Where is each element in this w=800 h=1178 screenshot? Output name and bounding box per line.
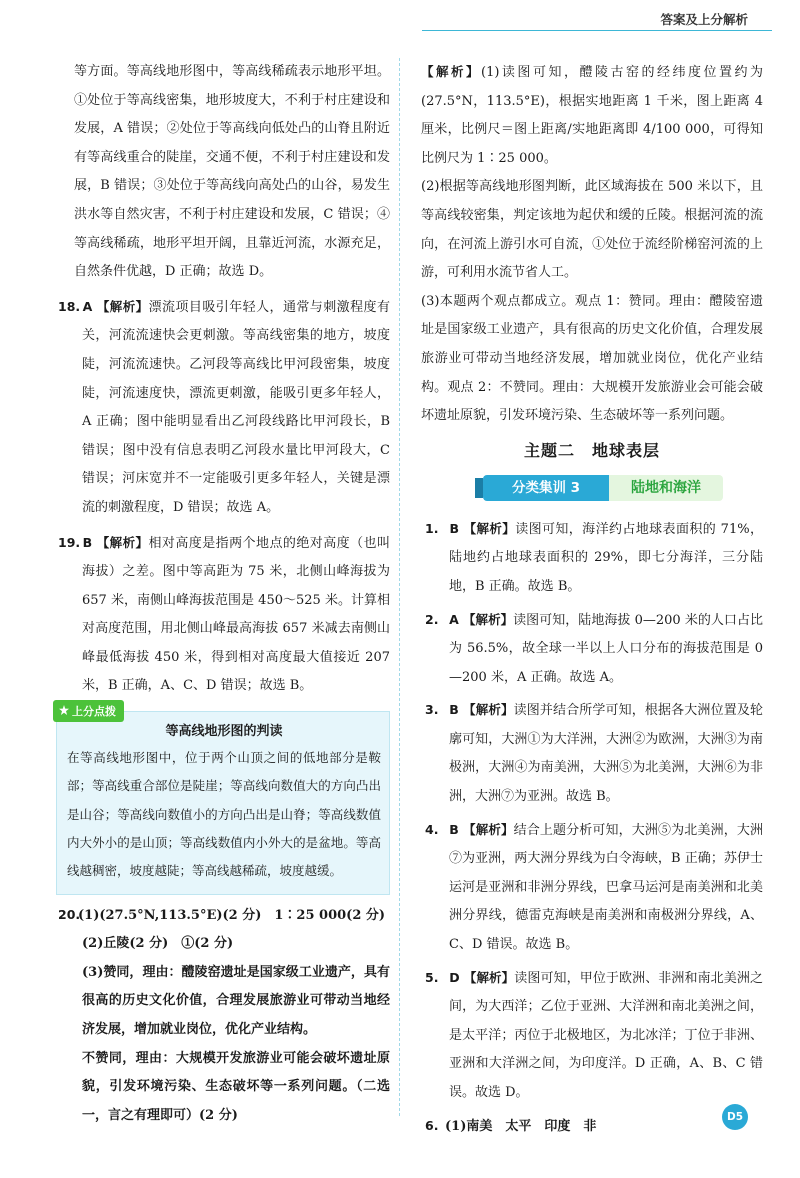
q20-part2: (2)丘陵(2 分) ①(2 分) bbox=[82, 936, 234, 952]
tip-badge-label: 上分点拨 bbox=[72, 705, 116, 719]
question-number: 4. bbox=[425, 821, 439, 837]
answer-text: 相对高度是指两个地点的绝对高度（也叫海拔）之差。图中等高距为 75 米，北侧山峰海拔为 657 米，南侧山峰海拔范围是 450～525 米。计算相对高度范围，用北侧山峰最高海拔 657 米减去南侧山峰最低海拔 450 米，得到相对高度最大值接近 207 米，B 正确，A、C、D 错误；故选 B。 bbox=[82, 535, 390, 694]
answer-19 bbox=[58, 529, 390, 702]
tip-text: 在等高线地形图中，位于两个山顶之间的低地部分是鞍部；等高线重合部位是陡崖；等高线向数值大的方向凸出是山谷；等高线向数值小的方向凸出是山脊；等高线数值内大外小的是山顶；等高线数值内小外大的是盆地。等高线越稠密，坡度越陡；等高线越稀疏，坡度越缓。 bbox=[67, 750, 381, 879]
answer-option: B bbox=[449, 821, 459, 837]
question-number: 5. bbox=[425, 969, 439, 985]
answer-4 bbox=[425, 816, 763, 960]
banner-topic-label: 陆地和海洋 bbox=[609, 475, 723, 501]
q20-part1-text: (1)(27.5°N,113.5°E)(2 分) 1∶25 000(2 分) bbox=[78, 907, 386, 923]
star-icon bbox=[59, 705, 69, 715]
answer-3 bbox=[425, 696, 763, 811]
answer-option: A bbox=[82, 298, 93, 314]
question-number: 2. bbox=[425, 611, 439, 627]
header-rule bbox=[422, 30, 772, 31]
column-divider bbox=[399, 58, 400, 1116]
q20-part3: (3)赞同，理由：醴陵窑遗址是国家级工业遗产，具有很高的历史文化价值，合理发展旅游业可带动当地经济发展，增加就业岗位，优化产业结构。 bbox=[82, 964, 390, 1037]
analysis-tag: 【解析】 bbox=[463, 520, 516, 536]
answer-text: 读图可知，海洋约占地球表面积的 71%，陆地约占地球表面积的 29%，即七分海洋，三分陆地，B 正确。故选 B。 bbox=[449, 521, 763, 594]
answer-option: B bbox=[82, 534, 93, 550]
answer-text: 读图并结合所学可知，根据各大洲位置及轮廓可知，大洲①为大洋洲，大洲②为欧洲，大洲③为南极洲，大洲④为南美洲，大洲⑤为北美洲，大洲⑥为非洲，大洲⑦为亚洲。故选 B。 bbox=[449, 703, 763, 805]
answer-text: (1)南美 太平 印度 非 bbox=[445, 1118, 597, 1134]
answer-text: 结合上题分析可知，大洲⑤为北美洲，大洲⑦为亚洲，两大洲分界线为白令海峡，B 正确；苏伊士运河是亚洲和非洲分界线，巴拿马运河是南美洲和北美洲分界线，德雷克海峡是南美洲和南极洲分界线，A、C、D 错误。故选 B。 bbox=[449, 822, 763, 953]
q20-analysis-2: (2)根据等高线地形图判断，此区域海拔在 500 米以下，且等高线较密集，判定该地为起伏和缓的丘陵。根据河流的流向，在河流上游引水可自流，①处位于流经阶梯窑河流的上游，可利用水流节省人工。 bbox=[421, 179, 763, 281]
page-number: D5 bbox=[722, 1104, 748, 1130]
analysis-tag: 【解析】 bbox=[96, 298, 149, 314]
question-number: 3. bbox=[425, 702, 439, 718]
q20-part4: 不赞同，理由：大规模开发旅游业可能会破坏遗址原貌，引发环境污染、生态破坏等一系列问题。（二选一，言之有理即可）(2 分) bbox=[82, 1050, 390, 1123]
q20-analysis-1-text: (1)读图可知，醴陵古窑的经纬度位置约为(27.5°N，113.5°E)，根据实地距离 1 千米，图上距离 4 厘米，比例尺＝图上距离/实地距离即 4/100 000，可得知比例尺为 1∶25 000。 bbox=[421, 65, 763, 166]
unit-banner bbox=[483, 475, 723, 503]
answer-6 bbox=[425, 1112, 763, 1142]
analysis-tag: 【解析】 bbox=[463, 702, 514, 718]
running-header: 答案及上分解析 bbox=[660, 12, 748, 27]
answer-18 bbox=[58, 293, 390, 523]
answer-option: B bbox=[449, 520, 460, 536]
analysis-tag: 【解析】 bbox=[463, 821, 514, 837]
answer-option: A bbox=[449, 611, 459, 627]
question-number: 6. bbox=[425, 1117, 439, 1133]
answer-option: B bbox=[449, 702, 459, 718]
question-number: 18. bbox=[58, 298, 81, 314]
answer-1 bbox=[425, 515, 763, 602]
answers-block bbox=[421, 515, 763, 1141]
q20-analysis-1 bbox=[421, 58, 763, 173]
answer-option: D bbox=[449, 969, 460, 985]
answer-text: 读图可知，陆地海拔 0—200 米的人口占比为 56.5%，故全球一半以上人口分布的海拔范围是 0—200 米，A 正确。故选 A。 bbox=[449, 612, 763, 685]
analysis-tag: 【解析】 bbox=[463, 969, 515, 985]
tip-box bbox=[56, 705, 390, 894]
q17-continuation: 等方面。等高线地形图中，等高线稀疏表示地形平坦。①处位于等高线密集，地形坡度大，不利于村庄建设和发展，A 错误；②处位于等高线向低处凸的山脊且附近有等高线重合的陡崖，交通不便，不利于村庄建设和发展，B 错误；③处位于等高线向高处凸的山谷，易发生洪水等自然灾害，不利于村庄建设和发展，C 错误；④等高线稀疏，地形平坦开阔，且靠近河流，水源充足，自然条件优越，D 正确；故选 D。 bbox=[74, 64, 390, 280]
left-column bbox=[58, 58, 390, 1130]
q20-analysis-3: (3)本题两个观点都成立。观点 1：赞同。理由：醴陵窑遗址是国家级工业遗产，具有很高的历史文化价值，合理发展旅游业可带动当地经济发展，增加就业岗位，优化产业结构。观点 2：不赞同。理由：大规模开发旅游业会可能会破坏遗址原貌，引发环境污染、生态破坏等一系列问题。 bbox=[421, 293, 763, 424]
question-number: 20. bbox=[58, 906, 81, 922]
analysis-tag: 【解析】 bbox=[421, 64, 482, 79]
banner-ribbon bbox=[475, 478, 483, 498]
analysis-tag: 【解析】 bbox=[96, 534, 149, 550]
answer-2 bbox=[425, 606, 763, 693]
answer-20 bbox=[58, 901, 390, 1131]
question-number: 19. bbox=[58, 534, 81, 550]
right-column bbox=[421, 58, 763, 1141]
answer-text: 读图可知，甲位于欧洲、非洲和南北美洲之间，为大西洋；乙位于亚洲、大洋洲和南北美洲之间，是太平洋；丙位于北极地区，为北冰洋；丁位于非洲、亚洲和大洋洲之间，为印度洋。D 正确，A、B、C 错误。故选 D。 bbox=[449, 970, 763, 1100]
section-title: 主题二 地球表层 bbox=[523, 440, 660, 460]
question-number: 1. bbox=[425, 520, 439, 536]
answer-text: 漂流项目吸引年轻人，通常与刺激程度有关，河流流速快会更刺激。等高线密集的地方，坡度陡，河流流速快。乙河段等高线比甲河段密集，坡度陡，河流速度快，漂流更刺激，能吸引更多年轻人，A 正确；图中能明显看出乙河段线路比甲河段长，B 错误；图中没有信息表明乙河段水量比甲河段大，C 错误；河床宽并不一定能吸引更多年轻人，关键是漂流的刺激程度，D 错误；故选 A。 bbox=[82, 299, 390, 515]
answer-5 bbox=[425, 964, 763, 1108]
banner-unit-label: 分类集训 3 bbox=[483, 475, 609, 501]
tip-badge bbox=[53, 700, 124, 722]
analysis-tag: 【解析】 bbox=[463, 611, 514, 627]
tip-title: 等高线地形图的判读 bbox=[165, 724, 283, 740]
q20-part1 bbox=[58, 901, 390, 931]
